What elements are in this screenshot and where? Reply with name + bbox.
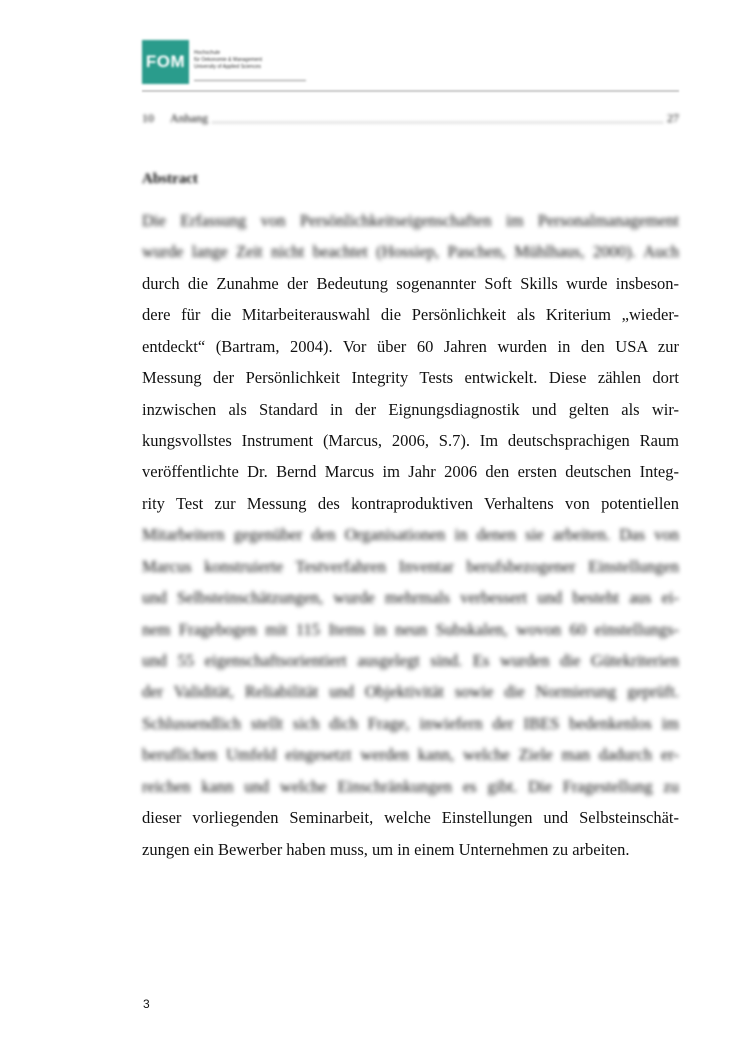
- text-line: dieser vorliegenden Seminarbeit, welche Einstellungen und Selbsteinschät-: [142, 808, 679, 827]
- text-line: veröffentlichte Dr. Bernd Marcus im Jahr 2006 den ersten deutschen Integ-: [142, 462, 679, 481]
- text-line: inzwischen als Standard in der Eignungsdiagnostik und gelten als wir-: [142, 400, 679, 419]
- text-line: wurde lange Zeit nicht beachtet (Hossiep, Paschen, Mühlhaus, 2000). Auch: [142, 242, 679, 261]
- text-line: und 55 eigenschaftsorientiert ausgelegt sind. Es wurden die Gütekriterien: [142, 651, 679, 670]
- leader-dots: [212, 122, 663, 123]
- text-line: reichen kann und welche Einschränkungen es gibt. Die Fragestellung zu: [142, 777, 679, 796]
- text-line: durch die Zunahme der Bedeutung sogenannter Soft Skills wurde insbeson-: [142, 274, 679, 293]
- section-number: 10: [142, 111, 154, 125]
- text-line: Marcus konstruierte Testverfahren Inventar berufsbezogener Einstellungen: [142, 557, 679, 576]
- header-rule: [142, 90, 679, 92]
- text-line: Messung der Persönlichkeit Integrity Tests entwickelt. Diese zählen dort: [142, 368, 679, 387]
- text-line: Mitarbeitern gegenüber den Organisationen in denen sie arbeiten. Das von: [142, 525, 679, 544]
- logo-text-line: Hochschule: [194, 50, 221, 56]
- section-title: Anhang: [170, 111, 208, 125]
- logo-text-line: University of Applied Sciences: [194, 64, 261, 70]
- running-head-page: 27: [667, 111, 679, 125]
- text-line: rity Test zur Messung des kontraproduktiven Verhaltens von potentiellen: [142, 494, 679, 513]
- logo-mark: FOM: [142, 40, 189, 84]
- abstract-title: Abstract: [142, 171, 198, 187]
- logo-underline: [194, 80, 306, 81]
- text-line: und Selbsteinschätzungen, wurde mehrmals verbessert und besteht aus ei-: [142, 588, 679, 607]
- page-number: 3: [143, 997, 150, 1011]
- text-line: nem Fragebogen mit 115 Items in neun Subskalen, wovon 60 einstellungs-: [142, 620, 679, 639]
- fom-logo: [142, 40, 312, 90]
- text-line: zungen ein Bewerber haben muss, um in einem Unternehmen zu arbeiten.: [142, 840, 630, 859]
- logo-text-line: für Oekonomie & Management: [194, 57, 263, 63]
- text-line: beruflichen Umfeld eingesetzt werden kann, welche Ziele man dadurch er-: [142, 745, 679, 764]
- running-head: [142, 108, 679, 126]
- text-line: entdeckt“ (Bartram, 2004). Vor über 60 Jahren wurden in den USA zur: [142, 337, 679, 356]
- text-line: Schlussendlich stellt sich dich Frage, inwiefern der IBES bedenkenlos im: [142, 714, 679, 733]
- text-line: kungsvollstes Instrument (Marcus, 2006, S.7). Im deutschsprachigen Raum: [142, 431, 679, 450]
- text-line: Die Erfassung von Persönlichkeitseigenschaften im Personalmanagement: [142, 211, 679, 230]
- text-line: der Validität, Reliabilität und Objektivität sowie die Normierung geprüft.: [142, 682, 679, 701]
- logo-text: [194, 50, 314, 71]
- text-line: dere für die Mitarbeiterauswahl die Persönlichkeit als Kriterium „wieder-: [142, 305, 679, 324]
